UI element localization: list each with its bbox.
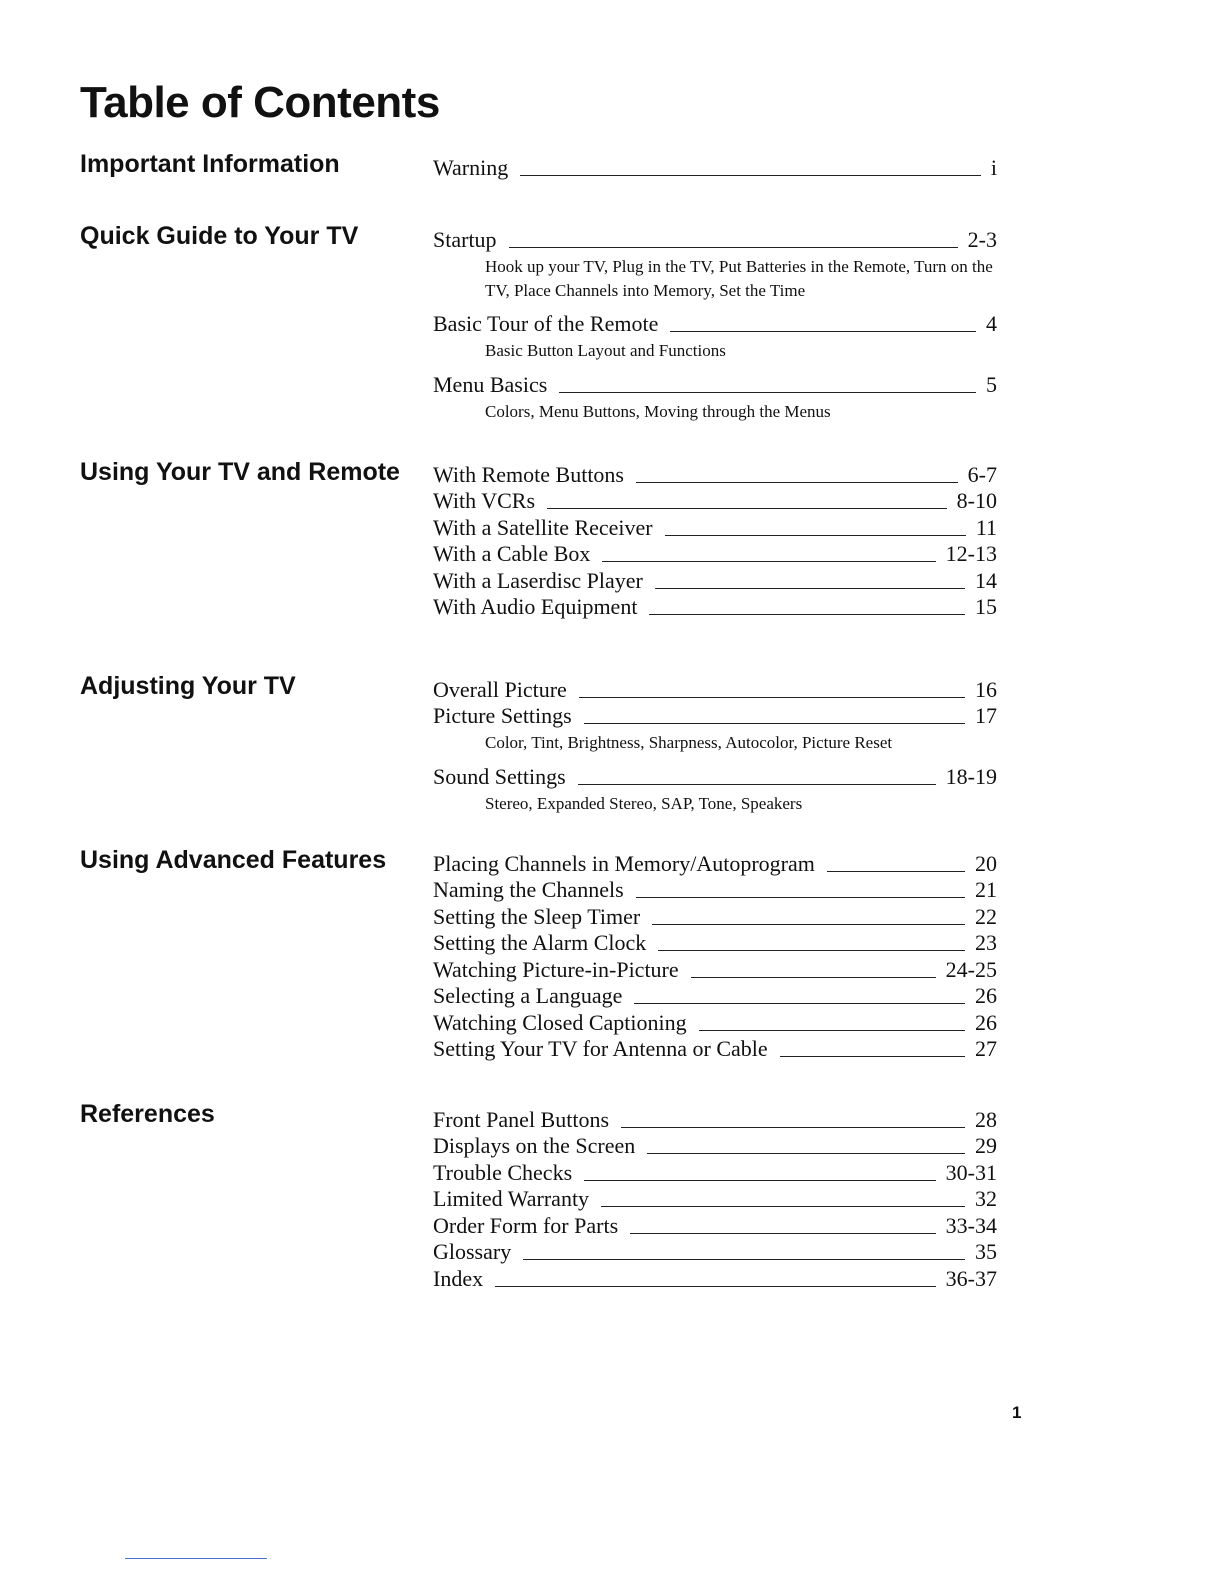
toc-entry[interactable] — [433, 1159, 997, 1186]
toc-entry[interactable] — [433, 1212, 997, 1239]
page-number: 1 — [1012, 1403, 1022, 1422]
toc-entry[interactable] — [433, 371, 997, 424]
entry-label: Placing Channels in Memory/Autoprogram — [433, 850, 815, 876]
entry-label: Setting the Sleep Timer — [433, 903, 641, 929]
dot-leader — [579, 696, 965, 698]
entry-label: With a Cable Box — [433, 541, 591, 566]
entry-page: 29 — [975, 1133, 997, 1158]
dot-leader — [649, 613, 965, 615]
entry-page: 5 — [986, 371, 997, 397]
toc-entry[interactable] — [433, 567, 997, 594]
entry-label: Overall Picture — [433, 676, 567, 702]
toc-entry[interactable] — [433, 877, 997, 904]
entry-page: 12-13 — [945, 541, 997, 566]
entry-label: Watching Closed Captioning — [433, 1009, 687, 1035]
entry-label: Naming the Channels — [433, 877, 624, 902]
dot-leader — [652, 923, 965, 925]
entry-label: Index — [433, 1265, 484, 1291]
entry-page: 27 — [975, 1036, 997, 1061]
entry-page: 33-34 — [945, 1212, 997, 1238]
entry-description: Colors, Menu Buttons, Moving through the Menus — [485, 401, 831, 421]
dot-leader — [691, 976, 936, 978]
dot-leader — [647, 1152, 965, 1154]
toc-entry[interactable] — [433, 1239, 997, 1266]
entry-description: Basic Button Layout and Functions — [485, 341, 726, 360]
dot-leader — [584, 722, 965, 724]
toc-entry[interactable] — [433, 850, 997, 877]
entry-page: 14 — [975, 567, 997, 593]
section-heading: Quick Guide to Your TV — [80, 222, 359, 250]
entry-page: 36-37 — [945, 1265, 997, 1291]
toc-entry[interactable] — [433, 1265, 997, 1292]
section-heading: Adjusting Your TV — [80, 672, 296, 700]
entry-page: 23 — [975, 930, 997, 955]
entry-page: 30-31 — [945, 1159, 997, 1185]
entry-label: Displays on the Screen — [433, 1133, 636, 1158]
toc-entry[interactable] — [433, 1186, 997, 1213]
entry-label: With Remote Buttons — [433, 461, 624, 487]
entry-page: 6-7 — [967, 461, 997, 487]
dot-leader — [634, 1002, 965, 1004]
section-heading: References — [80, 1100, 215, 1128]
toc-entry[interactable] — [433, 676, 997, 703]
dot-leader — [547, 507, 947, 509]
footer-divider — [125, 1558, 267, 1559]
toc-entry[interactable] — [433, 983, 997, 1010]
entry-label: Startup — [433, 226, 497, 252]
entry-label: Front Panel Buttons — [433, 1106, 610, 1132]
section-heading: Using Advanced Features — [80, 846, 387, 874]
dot-leader — [827, 870, 965, 872]
dot-leader — [602, 560, 935, 562]
entry-page: 32 — [975, 1186, 997, 1211]
dot-leader — [578, 783, 936, 785]
dot-leader — [780, 1055, 965, 1057]
entry-label: With Audio Equipment — [433, 594, 638, 619]
entry-page: 17 — [975, 703, 997, 728]
entry-label: Limited Warranty — [433, 1186, 590, 1211]
entry-page: 18-19 — [945, 763, 997, 789]
toc-entry[interactable] — [433, 1009, 997, 1036]
dot-leader — [520, 174, 981, 176]
entry-label: Glossary — [433, 1239, 512, 1264]
entry-label: Warning — [433, 154, 509, 180]
entry-label: Menu Basics — [433, 371, 548, 397]
entry-page: 22 — [975, 903, 997, 929]
entry-page: 28 — [975, 1106, 997, 1132]
entry-page: 21 — [975, 877, 997, 902]
entry-description: Color, Tint, Brightness, Sharpness, Autocolor, Picture Reset — [485, 733, 893, 752]
entry-label: Watching Picture-in-Picture — [433, 956, 679, 982]
dot-leader — [495, 1285, 936, 1287]
entry-label: With a Satellite Receiver — [433, 514, 653, 540]
entry-label: Trouble Checks — [433, 1159, 573, 1185]
entry-page: 15 — [975, 594, 997, 619]
toc-entry[interactable] — [433, 226, 997, 303]
toc-entry[interactable] — [433, 461, 997, 488]
toc-entry[interactable] — [433, 1106, 997, 1133]
toc-entry[interactable] — [433, 703, 997, 756]
dot-leader — [559, 391, 976, 393]
entry-description: Hook up your TV, Plug in the TV, Put Batteries in the Remote, Turn on the TV, Place Channels into Memory, Set the Time — [485, 256, 993, 300]
entry-page: 8-10 — [956, 488, 997, 513]
toc-entry[interactable] — [433, 594, 997, 621]
dot-leader — [699, 1029, 965, 1031]
dot-leader — [655, 587, 965, 589]
dot-leader — [636, 896, 965, 898]
entry-page: 20 — [975, 850, 997, 876]
toc-entry[interactable] — [433, 311, 997, 364]
entry-page: 2-3 — [967, 226, 997, 252]
toc-entry[interactable] — [433, 154, 997, 181]
entry-label: Selecting a Language — [433, 983, 623, 1008]
toc-entry[interactable] — [433, 1036, 997, 1063]
dot-leader — [636, 481, 958, 483]
entry-page: 16 — [975, 676, 997, 702]
dot-leader — [509, 246, 958, 248]
dot-leader — [523, 1258, 965, 1260]
dot-leader — [670, 330, 976, 332]
dot-leader — [630, 1232, 936, 1234]
entry-page: 35 — [975, 1239, 997, 1264]
dot-leader — [584, 1179, 936, 1181]
page-title: Table of Contents — [80, 78, 440, 127]
entry-label: Setting the Alarm Clock — [433, 930, 647, 955]
entry-label: Order Form for Parts — [433, 1212, 619, 1238]
entry-page: 4 — [986, 311, 997, 336]
toc-entry[interactable] — [433, 930, 997, 957]
entry-page: i — [990, 154, 997, 180]
toc-entry[interactable] — [433, 903, 997, 930]
entry-label: Picture Settings — [433, 703, 572, 728]
entry-label: Sound Settings — [433, 763, 566, 789]
dot-leader — [665, 534, 966, 536]
entry-description: Stereo, Expanded Stereo, SAP, Tone, Speakers — [485, 793, 803, 813]
dot-leader — [601, 1205, 965, 1207]
toc-entry[interactable] — [433, 763, 997, 816]
entry-label: With a Laserdisc Player — [433, 567, 643, 593]
entry-label: Basic Tour of the Remote — [433, 311, 659, 336]
toc-entry[interactable] — [433, 1133, 997, 1160]
toc-entry[interactable] — [433, 956, 997, 983]
section-heading: Using Your TV and Remote — [80, 458, 400, 486]
toc-entry[interactable] — [433, 488, 997, 515]
entry-label: Setting Your TV for Antenna or Cable — [433, 1036, 768, 1061]
entry-page: 11 — [975, 514, 997, 540]
entry-page: 24-25 — [945, 956, 997, 982]
toc-entry[interactable] — [433, 514, 997, 541]
toc-entry[interactable] — [433, 541, 997, 568]
entry-label: With VCRs — [433, 488, 536, 513]
entry-page: 26 — [975, 983, 997, 1008]
dot-leader — [621, 1126, 965, 1128]
entry-page: 26 — [975, 1009, 997, 1035]
dot-leader — [658, 949, 965, 951]
section-heading: Important Information — [80, 150, 340, 178]
